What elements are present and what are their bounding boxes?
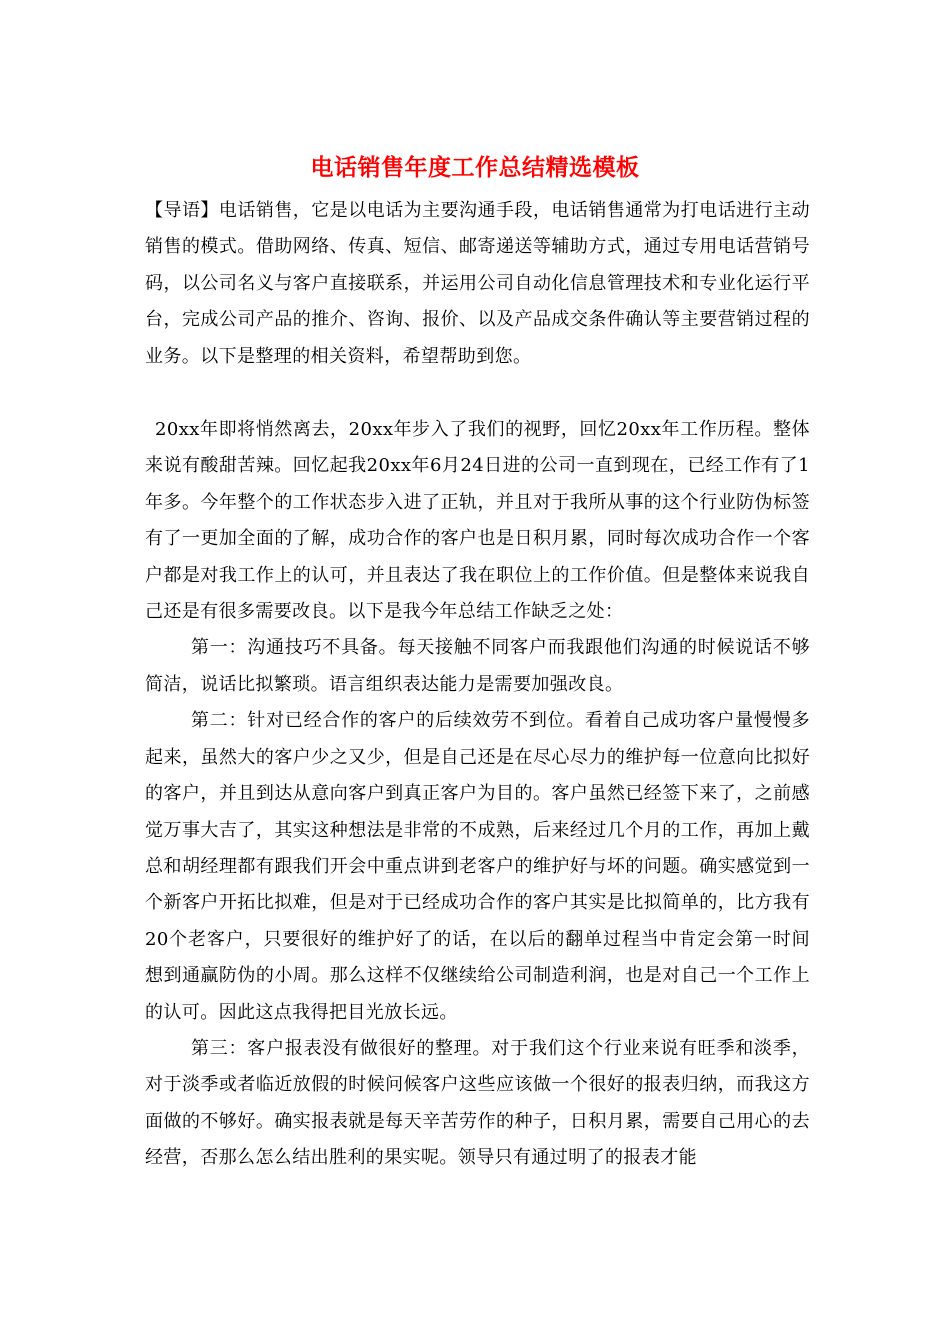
point-one-paragraph: 第一：沟通技巧不具备。每天接触不同客户而我跟他们沟通的时候说话不够简洁，说话比拟繁琐。语言组织表达能力是需要加强改良。: [145, 637, 810, 695]
point-two-paragraph: 第二：针对已经合作的客户的后续效劳不到位。看着自己成功客户量慢慢多起来，虽然大的客户少之又少，但是自己还是在尽心尽力的维护每一位意向比拟好的客户，并且到达从意向客户到真正客户为目的。客户虽然已经签下来了，之前感觉万事大吉了，其实这种想法是非常的不成熟，后来经过几个月的工作，再加上戴总和胡经理都有跟我们开会中重点讲到老客户的维护好与坏的问题。确实感觉到一个新客户开拓比拟难，但是对于已经成功合作的客户其实是比拟简单的，比方我有20个老客户，只要很好的维护好了的话，在以后的翻单过程当中肯定会第一时间想到通赢防伪的小周。那么这样不仅继续给公司制造利润，也是对自己一个工作上的认可。因此这点我得把目光放长远。: [145, 710, 810, 1023]
opening-paragraph: 20xx年即将悄然离去，20xx年步入了我们的视野，回忆20xx年工作历程。整体来说有酸甜苦辣。回忆起我20xx年6月24日进的公司一直到现在，已经工作有了1年多。今年整个的工作状态步入进了正轨，并且对于我所从事的这个行业防伪标签有了一更加全面的了解，成功合作的客户也是日积月累，同时每次成功合作一个客户都是对我工作上的认可，并且表达了我在职位上的工作价值。但是整体来说我自己还是有很多需要改良。以下是我今年总结工作缺乏之处：: [145, 419, 810, 623]
intro-paragraph: 【导语】电话销售，它是以电话为主要沟通手段，电话销售通常为打电话进行主动销售的模式。借助网络、传真、短信、邮寄递送等辅助方式，通过专用电话营销号码，以公司名义与客户直接联系，并运用公司自动化信息管理技术和专业化运行平台，完成公司产品的推介、咨询、报价、以及产品成交条件确认等主要营销过程的业务。以下是整理的相关资料，希望帮助到您。: [145, 200, 810, 367]
document-title: 电话销售年度工作总结精选模板: [310, 154, 640, 181]
point-three-paragraph: 第三：客户报表没有做很好的整理。对于我们这个行业来说有旺季和淡季，对于淡季或者临近放假的时候问候客户这些应该做一个很好的报表归纳，而我这方面做的不够好。确实报表就是每天辛苦劳作的种子，日积月累，需要自己用心的去经营，否那么怎么结出胜利的果实呢。领导只有通过明了的报表才能: [145, 1037, 810, 1169]
document-body: [145, 193, 810, 1177]
